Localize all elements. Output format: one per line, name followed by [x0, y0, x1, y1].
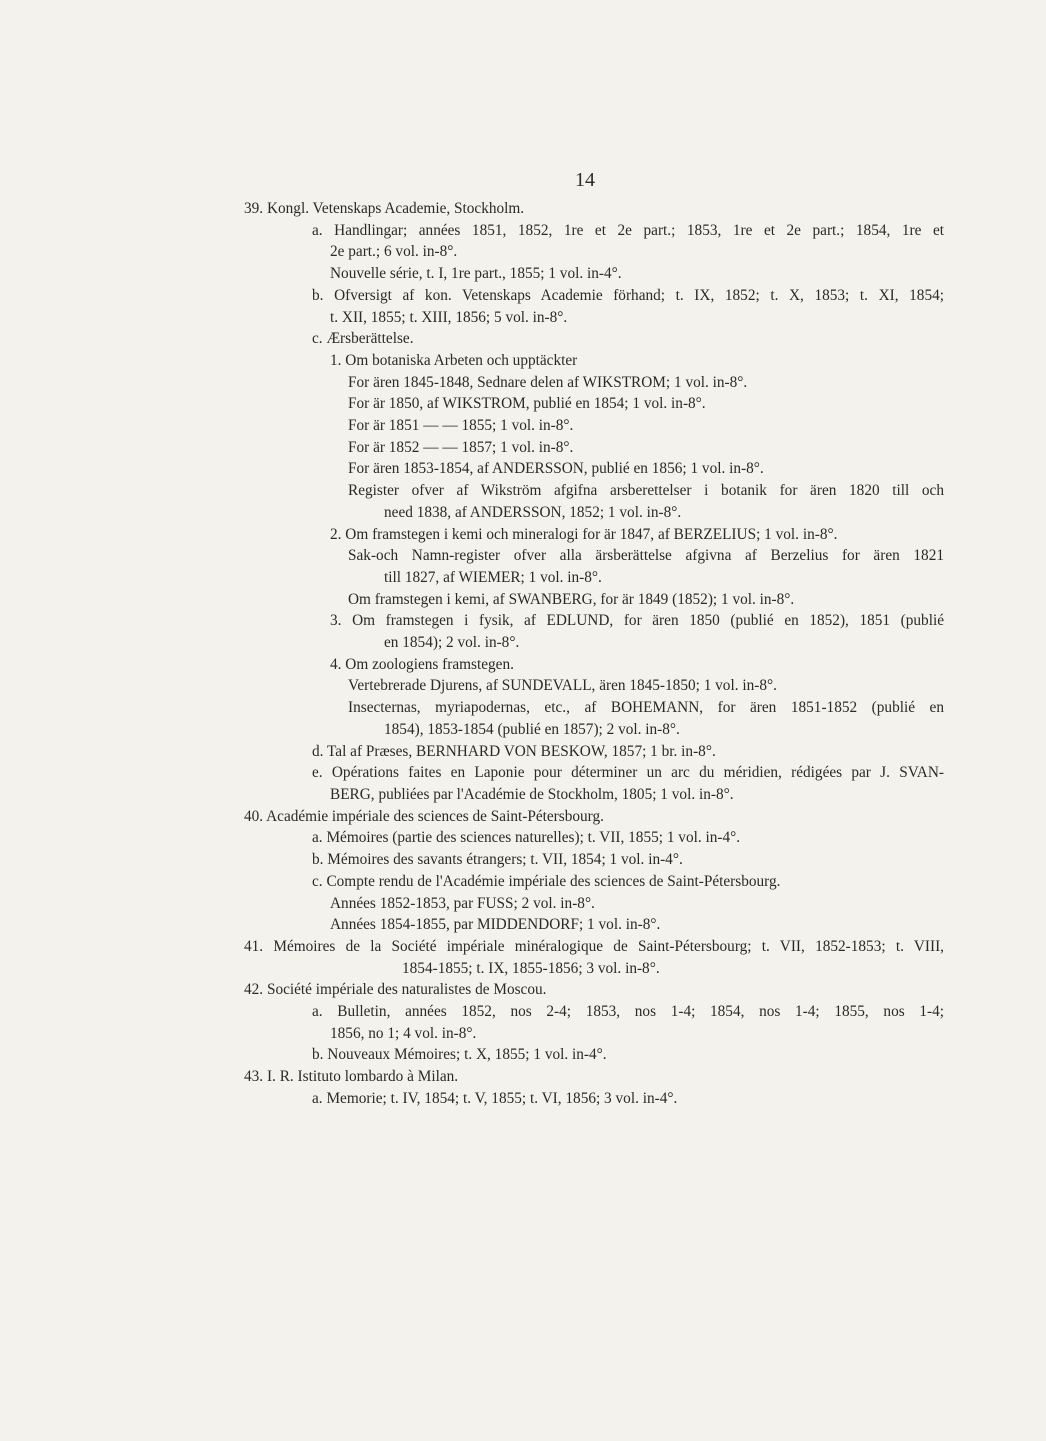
- text-line: e. Opérations faites en Laponie pour déterminer un arc du méridien, rédigées par J. SVAN-: [312, 764, 944, 782]
- text-line: Vertebrerade Djurens, af SUNDEVALL, ären 1845-1850; 1 vol. in-8°.: [348, 677, 777, 695]
- text-line: Om framstegen i kemi, af SWANBERG, for är 1849 (1852); 1 vol. in-8°.: [348, 590, 795, 608]
- text-line: 2. Om framstegen i kemi och mineralogi for är 1847, af BERZELIUS; 1 vol. in-8°.: [330, 525, 838, 543]
- text-line: For är 1852 — — 1857; 1 vol. in-8°.: [348, 438, 574, 456]
- text-line: b. Ofversigt af kon. Vetenskaps Academie förhand; t. IX, 1852; t. X, 1853; t. XI, 1854;: [312, 286, 944, 304]
- page-number: 14: [575, 169, 595, 191]
- text-line: 4. Om zoologiens framstegen.: [330, 655, 514, 673]
- text-line: Register ofver af Wikström afgifna arsberettelser i botanik for ären 1820 till och: [348, 482, 944, 500]
- text-line: Nouvelle série, t. I, 1re part., 1855; 1 vol. in-4°.: [330, 265, 622, 283]
- text-line: till 1827, af WIEMER; 1 vol. in-8°.: [384, 568, 602, 586]
- text-line: d. Tal af Præses, BERNHARD VON BESKOW, 1857; 1 br. in-8°.: [312, 742, 716, 760]
- text-line: Années 1852-1853, par FUSS; 2 vol. in-8°.: [330, 894, 595, 912]
- text-line: 41. Mémoires de la Société impériale minéralogique de Saint-Pétersbourg; t. VII, 1852-1853; t. VIII,: [244, 937, 944, 955]
- text-line: c. Compte rendu de l'Académie impériale des sciences de Saint-Pétersbourg.: [312, 872, 781, 890]
- text-line: b. Nouveaux Mémoires; t. X, 1855; 1 vol. in-4°.: [312, 1046, 607, 1064]
- text-line: a. Memorie; t. IV, 1854; t. V, 1855; t. VI, 1856; 3 vol. in-4°.: [312, 1089, 678, 1107]
- text-line: Sak-och Namn-register ofver alla ärsberättelse afgivna af Berzelius for ären 1821: [348, 547, 944, 565]
- text-line: b. Mémoires des savants étrangers; t. VII, 1854; 1 vol. in-4°.: [312, 851, 683, 869]
- text-line: 1856, no 1; 4 vol. in-8°.: [330, 1024, 477, 1042]
- text-line: 1. Om botaniska Arbeten och upptäckter: [330, 351, 578, 369]
- text-line: 39. Kongl. Vetenskaps Academie, Stockholm.: [244, 200, 525, 217]
- text-line: en 1854); 2 vol. in-8°.: [384, 634, 520, 652]
- text-line: 2e part.; 6 vol. in-8°.: [330, 243, 458, 261]
- text-line: For ären 1845-1848, Sednare delen af WIKSTROM; 1 vol. in-8°.: [348, 373, 748, 391]
- text-line: 40. Académie impériale des sciences de Saint-Pétersbourg.: [244, 807, 604, 825]
- text-line: a. Bulletin, années 1852, nos 2-4; 1853, nos 1-4; 1854, nos 1-4; 1855, nos 1-4;: [312, 1003, 944, 1021]
- text-line: a. Mémoires (partie des sciences naturelles); t. VII, 1855; 1 vol. in-4°.: [312, 829, 741, 847]
- text-line: 1854-1855; t. IX, 1855-1856; 3 vol. in-8°.: [402, 959, 660, 977]
- text-line: Années 1854-1855, par MIDDENDORF; 1 vol. in-8°.: [330, 916, 661, 934]
- text-line: t. XII, 1855; t. XIII, 1856; 5 vol. in-8°.: [330, 308, 568, 326]
- text-line: 3. Om framstegen i fysik, af EDLUND, for ären 1850 (publié en 1852), 1851 (publié: [330, 612, 944, 630]
- text-line: Insecternas, myriapodernas, etc., af BOHEMANN, for ären 1851-1852 (publié en: [348, 699, 944, 717]
- text-line: For är 1851 — — 1855; 1 vol. in-8°.: [348, 417, 574, 435]
- catalog-text: [244, 198, 944, 1110]
- text-line: For är 1850, af WIKSTROM, publié en 1854; 1 vol. in-8°.: [348, 395, 706, 413]
- text-line: For ären 1853-1854, af ANDERSSON, publié en 1856; 1 vol. in-8°.: [348, 460, 764, 478]
- text-line: need 1838, af ANDERSSON, 1852; 1 vol. in-8°.: [384, 503, 682, 521]
- text-line: 1854), 1853-1854 (publié en 1857); 2 vol. in-8°.: [384, 720, 680, 738]
- text-line: 42. Société impériale des naturalistes de Moscou.: [244, 981, 547, 999]
- text-line: 43. I. R. Istituto lombardo à Milan.: [244, 1068, 459, 1086]
- text-line: a. Handlingar; années 1851, 1852, 1re et 2e part.; 1853, 1re et 2e part.; 1854, 1re et: [312, 221, 944, 239]
- text-line: BERG, publiées par l'Académie de Stockholm, 1805; 1 vol. in-8°.: [330, 785, 734, 803]
- text-line: c. Ærsberättelse.: [312, 330, 414, 348]
